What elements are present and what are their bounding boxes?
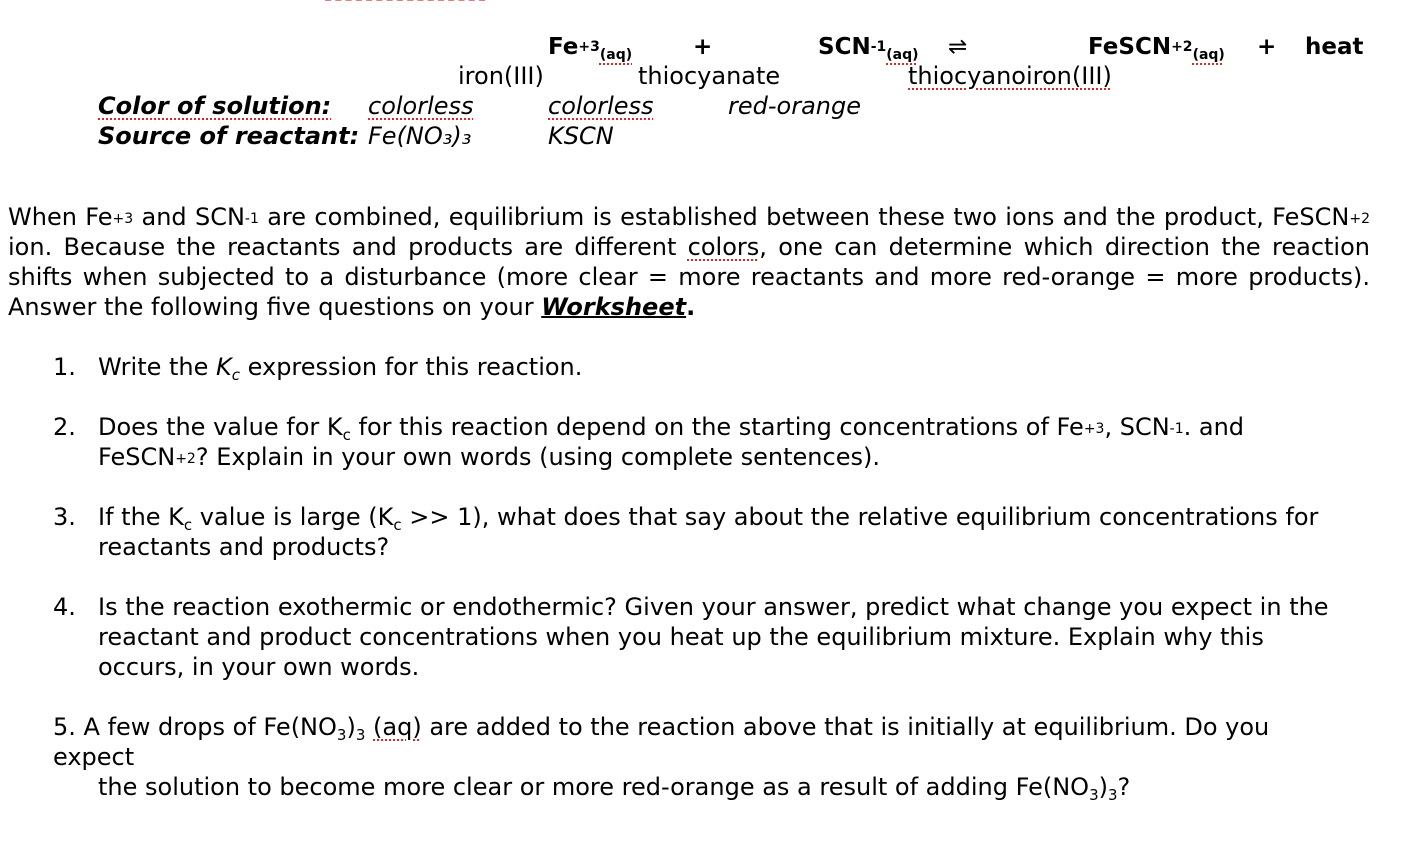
color-label: Color of solution: [98,92,332,120]
thiocyanate-source: KSCN [548,122,614,150]
plus-sign-heat: + [1257,34,1277,60]
product-ion-formula: FeSCN$^{+2}_{(aq)}$ [1088,34,1225,63]
plus-sign: + [693,34,713,60]
intro-paragraph: When $Fe^{+3}$ and $SCN^{-1}$ are combined, equilibrium is established between these two ions and the product, FeSCN$^{+2}$ ion. Because the reactants and products are different colors, one can determine which direction the reaction shifts when subjected to a disturbance (more clear = more reactants and more red-orange = more products). Answer the following five questions on your Worksheet. [8,203,1370,321]
product-color: red-orange [728,92,861,120]
source-label: Source of reactant: [98,122,360,150]
thiocyanate-color: colorless [548,92,654,120]
thiocyanate-name: thiocyanate [638,62,781,90]
product-name: thiocyanoiron(III) [908,62,1112,90]
iron-color: colorless [368,92,474,120]
iron-source: Fe(NO₃)₃ [368,122,472,150]
equilibrium-arrow: ⇌ [948,34,968,60]
worksheet-link: Worksheet [541,293,687,321]
iron-name: iron(III) [458,62,544,90]
top-margin-mark [325,0,485,1]
iron-ion-formula: $Fe^{+3}_{(aq)}$ [548,34,633,63]
thiocyanate-ion-formula: $SCN^{-1}_{(aq)}$ [818,34,919,63]
heat-term: heat [1305,34,1364,60]
